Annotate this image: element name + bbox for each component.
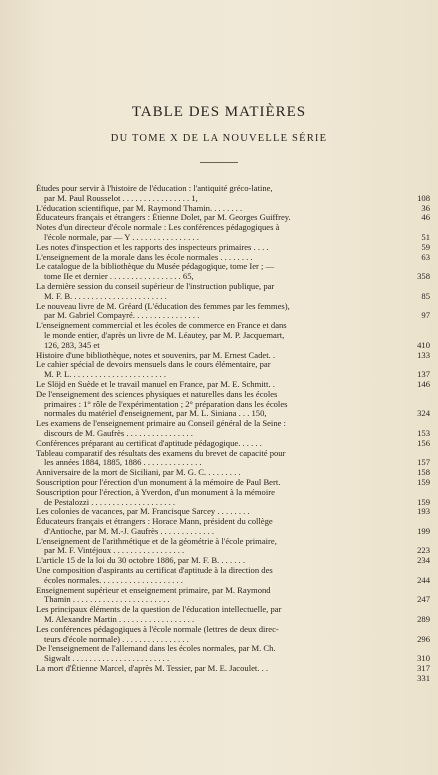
toc-entry-line — [36, 468, 430, 478]
toc-entry-line — [36, 370, 430, 380]
toc-entry-text: Les conférences pédagogiques à l'école normale (lettres de deux direc- — [36, 624, 279, 634]
toc-entry-text: Éducateurs français et étrangers : Horace Mann, président du collège — [36, 517, 273, 527]
toc-entry — [36, 488, 430, 508]
toc-entry-line — [36, 282, 430, 292]
toc-entry-text: Souscription pour l'érection d'un monument à la mémoire de Paul Bert. — [36, 477, 281, 487]
toc-entry-line — [36, 400, 430, 410]
toc-entry-line — [36, 204, 430, 214]
toc-entry — [36, 537, 430, 557]
toc-entry-line — [36, 390, 430, 400]
toc-entry — [36, 664, 430, 674]
toc-entry-text: par M. Gabriel Compayré. . . . . . . . . . . . . . . . — [44, 311, 200, 321]
toc-entry-text: L'enseignement commercial et les écoles de commerce en France et dans — [36, 321, 287, 331]
toc-entry-text: d'Antioche, par M. M.-J. Gaufrès . . . . . . . . . . . . . — [44, 526, 215, 536]
toc-entry-line — [36, 605, 430, 615]
toc-entry-text: Les examens de l'enseignement primaire au Conseil général de la Seine : — [36, 419, 286, 429]
toc-entry-line — [36, 576, 430, 586]
toc-entry-text: primaires : 1° rôle de l'expérimentation ; 2° préparation dans les écoles — [44, 399, 288, 409]
toc-entry-line — [36, 233, 430, 243]
toc-entry — [36, 566, 430, 586]
toc-entry-line — [36, 615, 430, 625]
toc-entry-text: L'éducation scientifique, par M. Raymond Thamin. . . . . . . . — [36, 203, 243, 213]
toc-page-number: 310 — [417, 654, 430, 664]
toc-page-number: 51 — [421, 232, 430, 242]
toc-page-number: 85 — [421, 291, 430, 301]
toc-page-number: 193 — [417, 507, 430, 517]
toc-entry-text: Notes d'un directeur d'école normale : Les conférences pédagogiques à — [36, 223, 280, 233]
toc-entry-text: 126, 283, 345 et — [44, 340, 100, 350]
toc-page-number: 296 — [417, 634, 430, 644]
toc-entry-text: La dernière session du conseil supérieur de l'instruction publique, par — [36, 281, 275, 291]
toc-entry-text: L'article 15 de la loi du 30 octobre 1886, par M. F. B. . . . . . . — [36, 556, 245, 566]
toc-entry — [36, 243, 430, 253]
toc-entry-text: Enseignement supérieur et enseignement primaire, par M. Raymond — [36, 585, 271, 595]
toc-entry-line — [36, 409, 430, 419]
toc-entry-line — [36, 654, 430, 664]
toc-entry-text: M. Alexandre Martin . . . . . . . . . . . . . . . . . . — [44, 615, 195, 625]
toc-entry-text: les années 1884, 1885, 1886 . . . . . . . . . . . . . . — [44, 458, 202, 468]
toc-entry-line — [36, 360, 430, 370]
toc-entry-line — [36, 184, 430, 194]
toc-entry-line — [36, 644, 430, 654]
toc-entry-text: De l'enseignement de l'allemand dans les écoles normales, par M. Ch. — [36, 644, 276, 654]
toc-page-number: 159 — [417, 477, 430, 487]
toc-page-number: 244 — [417, 575, 430, 585]
toc-entry — [36, 605, 430, 625]
toc-page-number: 331 — [417, 673, 430, 683]
toc-page-number: 97 — [421, 311, 430, 321]
toc-entry-line — [36, 351, 430, 361]
toc-entry — [36, 390, 430, 419]
toc-entry-line — [36, 635, 430, 645]
toc-entry — [36, 351, 430, 361]
toc-page-number: 247 — [417, 595, 430, 605]
toc-page-number: 133 — [417, 350, 430, 360]
toc-entry — [36, 223, 430, 243]
toc-entry-text: tome IIe et dernier . . . . . . . . . . . . . . . . . 65, — [44, 272, 194, 282]
toc-entry-text: Souscription pour l'érection, à Yverdon, d'un monument à la mémoire — [36, 487, 275, 497]
toc-entry-text: teurs d'école normale) . . . . . . . . . . . . . . . . — [44, 634, 189, 644]
page-subtitle: DU TOME X DE LA NOUVELLE SÉRIE — [110, 133, 328, 144]
toc-entry-text: Tableau comparatif des résultats des examens du brevet de capacité pour — [36, 448, 286, 458]
toc-page-number: 159 — [417, 497, 430, 507]
toc-entry-line — [36, 292, 430, 302]
toc-entry — [36, 302, 430, 322]
toc-entry-text: écoles normales. . . . . . . . . . . . . . . . . . . . — [44, 575, 183, 585]
toc-entry-line — [36, 321, 430, 331]
toc-entry-line — [36, 566, 430, 576]
toc-page-number: 36 — [421, 203, 430, 213]
toc-entry-text: Éducateurs français et étrangers : Étienne Dolet, par M. Georges Guiffrey. — [36, 213, 291, 223]
toc-entry-text: le monde entier, d'après un livre de M. Léautey, par M. P. Jacquemart, — [44, 330, 285, 340]
toc-entry-line — [36, 595, 430, 605]
toc-entry — [36, 282, 430, 302]
toc-entry-text: de Pestalozzi . . . . . . . . . . . . . . . . . . . . — [44, 497, 176, 507]
toc-page-number: 234 — [417, 556, 430, 566]
toc-entry-text: Les notes d'inspection et les rapports des inspecteurs primaires . . . . — [36, 242, 269, 252]
toc-entry-line — [36, 488, 430, 498]
toc-entry-line — [36, 213, 430, 223]
toc-entry-line — [36, 439, 430, 449]
toc-entry-text: M. F. B. . . . . . . . . . . . . . . . . . . . . . . — [44, 291, 167, 301]
toc-entry-line — [36, 537, 430, 547]
toc-entry-line — [36, 625, 430, 635]
toc-entry-text: Le cahier spécial de devoirs mensuels dans le cours élémentaire, par — [36, 360, 271, 370]
toc-entry-text: L'enseignement de la morale dans les école normales . . . . . . . . — [36, 252, 253, 262]
toc-entry-text: L'enseignement de l'arithmétique et de la géométrie à l'école primaire, — [36, 536, 277, 546]
toc-entry-text: Anniversaire de la mort de Siciliani, par M. G. C. . . . . . . . . — [36, 468, 241, 478]
toc-entry-line — [36, 302, 430, 312]
toc-page-number: 59 — [421, 242, 430, 252]
toc-entry-line — [36, 664, 430, 674]
toc-entry-line — [36, 429, 430, 439]
toc-entry-text: Sigwalt . . . . . . . . . . . . . . . . . . . . . . . — [44, 654, 170, 664]
toc-entry-text: M. P. L. . . . . . . . . . . . . . . . . . . . . . . — [44, 370, 166, 380]
toc-page-number: 199 — [417, 526, 430, 536]
toc-page-number: 223 — [417, 546, 430, 556]
toc-entry-line — [36, 380, 430, 390]
toc-entry-line — [36, 253, 430, 263]
toc-entry — [36, 321, 430, 350]
toc-entry — [36, 439, 430, 449]
toc-entry — [36, 644, 430, 664]
toc-page-number: 108 — [417, 193, 430, 203]
toc-entry-text: discours de M. Gaufrès . . . . . . . . . . . . . . . . — [44, 428, 193, 438]
toc-entry — [36, 625, 430, 645]
toc-entry-line — [36, 556, 430, 566]
toc-entry-text: Conférences préparant au certificat d'aptitude pédagogique. . . . . . — [36, 438, 262, 448]
toc-page-number: 157 — [417, 458, 430, 468]
toc-entry-text — [36, 674, 66, 683]
toc-entry-text: La mort d'Étienne Marcel, d'après M. Tessier, par M. E. Jacoulet. . . — [36, 664, 269, 674]
toc-entry-line — [36, 272, 430, 282]
toc-page-number: 358 — [417, 272, 430, 282]
toc-entry-line — [36, 498, 430, 508]
toc-entry-line — [36, 262, 430, 272]
toc-entry — [36, 380, 430, 390]
toc-entry-line — [36, 586, 430, 596]
toc-entry-line — [36, 419, 430, 429]
toc-entry-text: Le Slöjd en Suède et le travail manuel en France, par M. E. Schmitt. . — [36, 379, 275, 389]
toc-page-number: 410 — [417, 340, 430, 350]
toc-entry-text: Thamin . . . . . . . . . . . . . . . . . . . . . . . — [44, 595, 170, 605]
toc-entry — [36, 184, 430, 204]
toc-entry-text: l'école normale, par — Y . . . . . . . . . . . . . . . . — [44, 232, 199, 242]
toc-entry — [36, 449, 430, 469]
toc-entry-text: Le catalogue de la bibliothèque du Musée pédagogique, tome Ier ; — — [36, 262, 275, 272]
toc-entry — [36, 517, 430, 537]
toc-entry — [36, 586, 430, 606]
toc-entry-text: normales du matériel d'enseignement, par M. L. Siniana . . . 150, — [44, 409, 267, 419]
toc-page-number: 146 — [417, 379, 430, 389]
toc-entry — [36, 253, 430, 263]
toc-entry — [36, 674, 430, 684]
toc-entry-line — [36, 311, 430, 321]
toc-entry-line — [36, 331, 430, 341]
toc-entry-line — [36, 507, 430, 517]
toc-entry — [36, 507, 430, 517]
page-title: TABLE DES MATIÈRES — [131, 104, 307, 120]
toc-entry-text: Études pour servir à l'histoire de l'éducation : l'antiquité gréco-latine, — [36, 184, 273, 193]
toc-entry — [36, 419, 430, 439]
toc-entry — [36, 468, 430, 478]
toc-entry-line — [36, 194, 430, 204]
toc-entry — [36, 262, 430, 282]
toc-entry-line — [36, 449, 430, 459]
toc-entry-line — [36, 341, 430, 351]
toc-page-number: 158 — [417, 468, 430, 478]
toc-entry-text: par M. F. Vintéjoux . . . . . . . . . . . . . . . . . — [44, 546, 185, 556]
toc-entry-line — [36, 527, 430, 537]
toc-entry — [36, 213, 430, 223]
toc-page-number: 63 — [421, 252, 430, 262]
toc-entry — [36, 360, 430, 380]
toc-page-number: 153 — [417, 428, 430, 438]
toc-entry-line — [36, 478, 430, 488]
toc-entry-line — [36, 517, 430, 527]
toc-entry-text: Les colonies de vacances, par M. Francisque Sarcey . . . . . . . . — [36, 507, 250, 517]
toc-entry-line — [36, 243, 430, 253]
toc-page-number: 46 — [421, 213, 430, 223]
toc-page-number: 156 — [417, 438, 430, 448]
toc-entry-line — [36, 223, 430, 233]
toc-entry-text: Une composition d'aspirants au certificat d'aptitude à la direction des — [36, 566, 273, 576]
toc-entry-text: par M. Paul Rousselot . . . . . . . . . . . . . . . . 1, — [44, 193, 198, 203]
toc-page-number: 317 — [417, 664, 430, 674]
toc-entry-line — [36, 546, 430, 556]
toc-entry-text: De l'enseignement des sciences physiques et naturelles dans les écoles — [36, 389, 278, 399]
toc-entry-line — [36, 458, 430, 468]
toc-entry — [36, 204, 430, 214]
toc-entry-text: Les principaux éléments de la question de l'éducation intellectuelle, par — [36, 605, 282, 615]
toc-entry-text: Le nouveau livre de M. Gréard (L'éducation des femmes par les femmes), — [36, 301, 290, 311]
toc-page-number: 289 — [417, 615, 430, 625]
toc-page-number: 137 — [417, 370, 430, 380]
table-of-contents — [36, 184, 430, 684]
title-divider — [200, 162, 238, 163]
toc-entry — [36, 556, 430, 566]
toc-entry — [36, 478, 430, 488]
toc-entry-line — [36, 674, 430, 684]
toc-page-number: 324 — [417, 409, 430, 419]
toc-entry-text: Histoire d'une bibliothèque, notes et souvenirs, par M. Ernest Cadet. . — [36, 350, 276, 360]
